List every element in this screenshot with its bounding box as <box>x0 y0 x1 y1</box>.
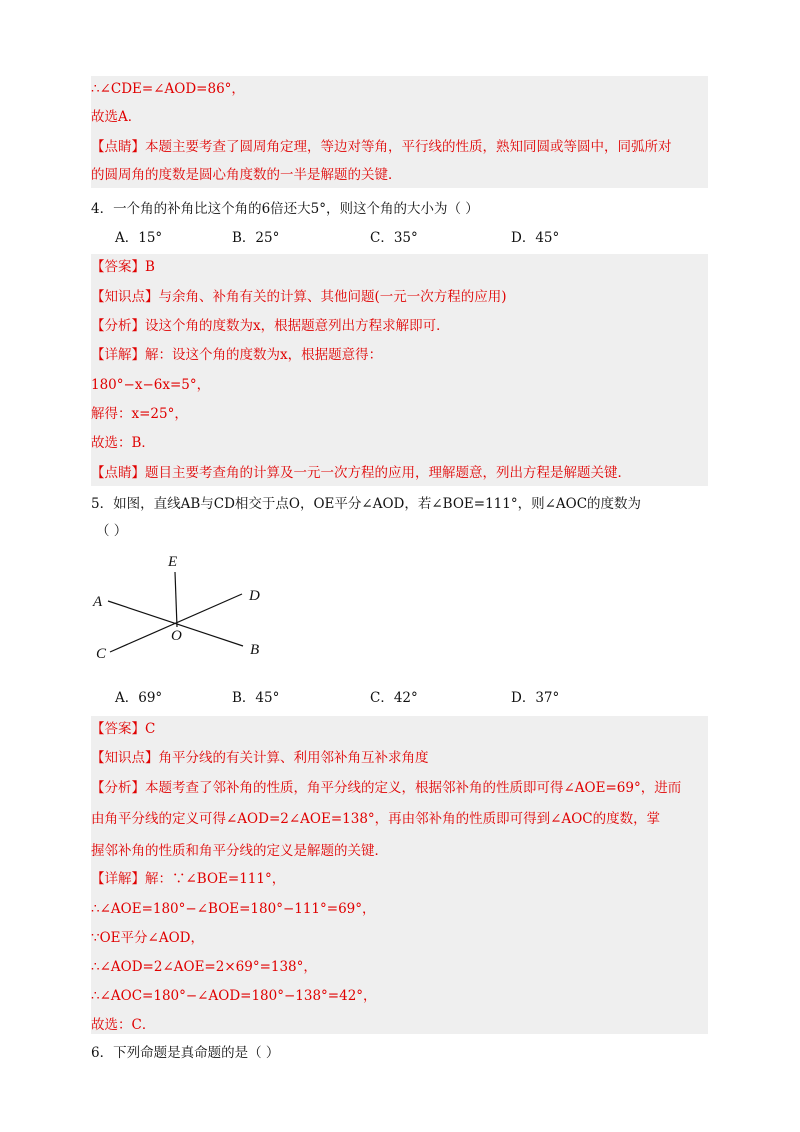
q5-option-c: C．42° <box>370 690 418 706</box>
label-o: O <box>171 628 182 644</box>
q5-analysis-1: 【分析】本题考查了邻补角的性质，角平分线的定义，根据邻补角的性质即可得∠AOE=69°，进而 <box>91 780 682 796</box>
q5-option-b: B．45° <box>232 690 280 706</box>
q4-stem: 4．一个角的补角比这个角的6倍还大5°，则这个角的大小为（ ） <box>91 201 479 217</box>
q5-option-a: A．69° <box>115 690 163 706</box>
q4-option-a: A．15° <box>115 230 163 246</box>
q4-analysis: 【分析】设这个角的度数为x，根据题意列出方程求解即可． <box>91 318 450 334</box>
q4-eq2: 解得：x=25°， <box>91 406 188 422</box>
q4-dianjing: 【点睛】题目主要考查角的计算及一元一次方程的应用，理解题意，列出方程是解题关键． <box>91 465 631 481</box>
prev-choose: 故选A． <box>91 109 142 125</box>
q5-choose: 故选：C． <box>91 1017 156 1033</box>
q5-analysis-2: 由角平分线的定义可得∠AOD=2∠AOE=138°，再由邻补角的性质即可得到∠AOC的度数，掌 <box>91 811 661 827</box>
label-b: B <box>250 642 260 658</box>
q6-stem: 6．下列命题是真命题的是（ ） <box>91 1045 280 1061</box>
q5-detail-2: ∴∠AOE=180°−∠BOE=180°−111°=69°， <box>91 901 376 917</box>
q5-knowledge: 【知识点】角平分线的有关计算、利用邻补角互补求角度 <box>91 750 429 766</box>
q4-eq1: 180°−x−6x=5°， <box>91 377 211 393</box>
q4-option-b: B．25° <box>232 230 280 246</box>
q5-detail-5: ∴∠AOC=180°−∠AOD=180°−138°=42°， <box>91 988 377 1004</box>
q5-stem: 5．如图，直线AB与CD相交于点O，OE平分∠AOD，若∠BOE=111°，则∠AOC的度数为 <box>91 496 642 512</box>
label-a: A <box>93 594 103 610</box>
q4-choose: 故选：B． <box>91 435 155 451</box>
label-c: C <box>96 646 107 662</box>
prev-dianjing-1: 【点睛】本题主要考查了圆周角定理，等边对等角，平行线的性质，熟知同圆或等圆中，同弧所对 <box>91 139 672 155</box>
label-e: E <box>168 554 178 570</box>
q5-detail-4: ∴∠AOD=2∠AOE=2×69°=138°， <box>91 959 317 975</box>
q4-option-c: C．35° <box>370 230 418 246</box>
q5-option-d: D．37° <box>511 690 560 706</box>
line-oe <box>175 572 177 627</box>
q5-stem-paren: （ ） <box>96 523 128 539</box>
q5-figure <box>88 548 288 668</box>
q5-detail-1: 【详解】解：∵∠BOE=111°， <box>91 871 286 887</box>
label-d: D <box>249 588 260 604</box>
q4-detail: 【详解】解：设这个角的度数为x，根据题意得： <box>91 347 383 363</box>
q4-answer: 【答案】B <box>91 259 155 275</box>
q5-analysis-3: 握邻补角的性质和角平分线的定义是解题的关键． <box>91 843 388 859</box>
q5-answer: 【答案】C <box>91 721 156 737</box>
prev-dianjing-2: 的圆周角的度数是圆心角度数的一半是解题的关键． <box>91 167 402 183</box>
prev-therefore-line: ∴∠CDE=∠AOD=86°， <box>91 81 245 97</box>
q4-option-d: D．45° <box>511 230 560 246</box>
q5-detail-3: ∵OE平分∠AOD， <box>91 930 204 946</box>
q4-knowledge: 【知识点】与余角、补角有关的计算、其他问题(一元一次方程的应用) <box>91 289 507 305</box>
